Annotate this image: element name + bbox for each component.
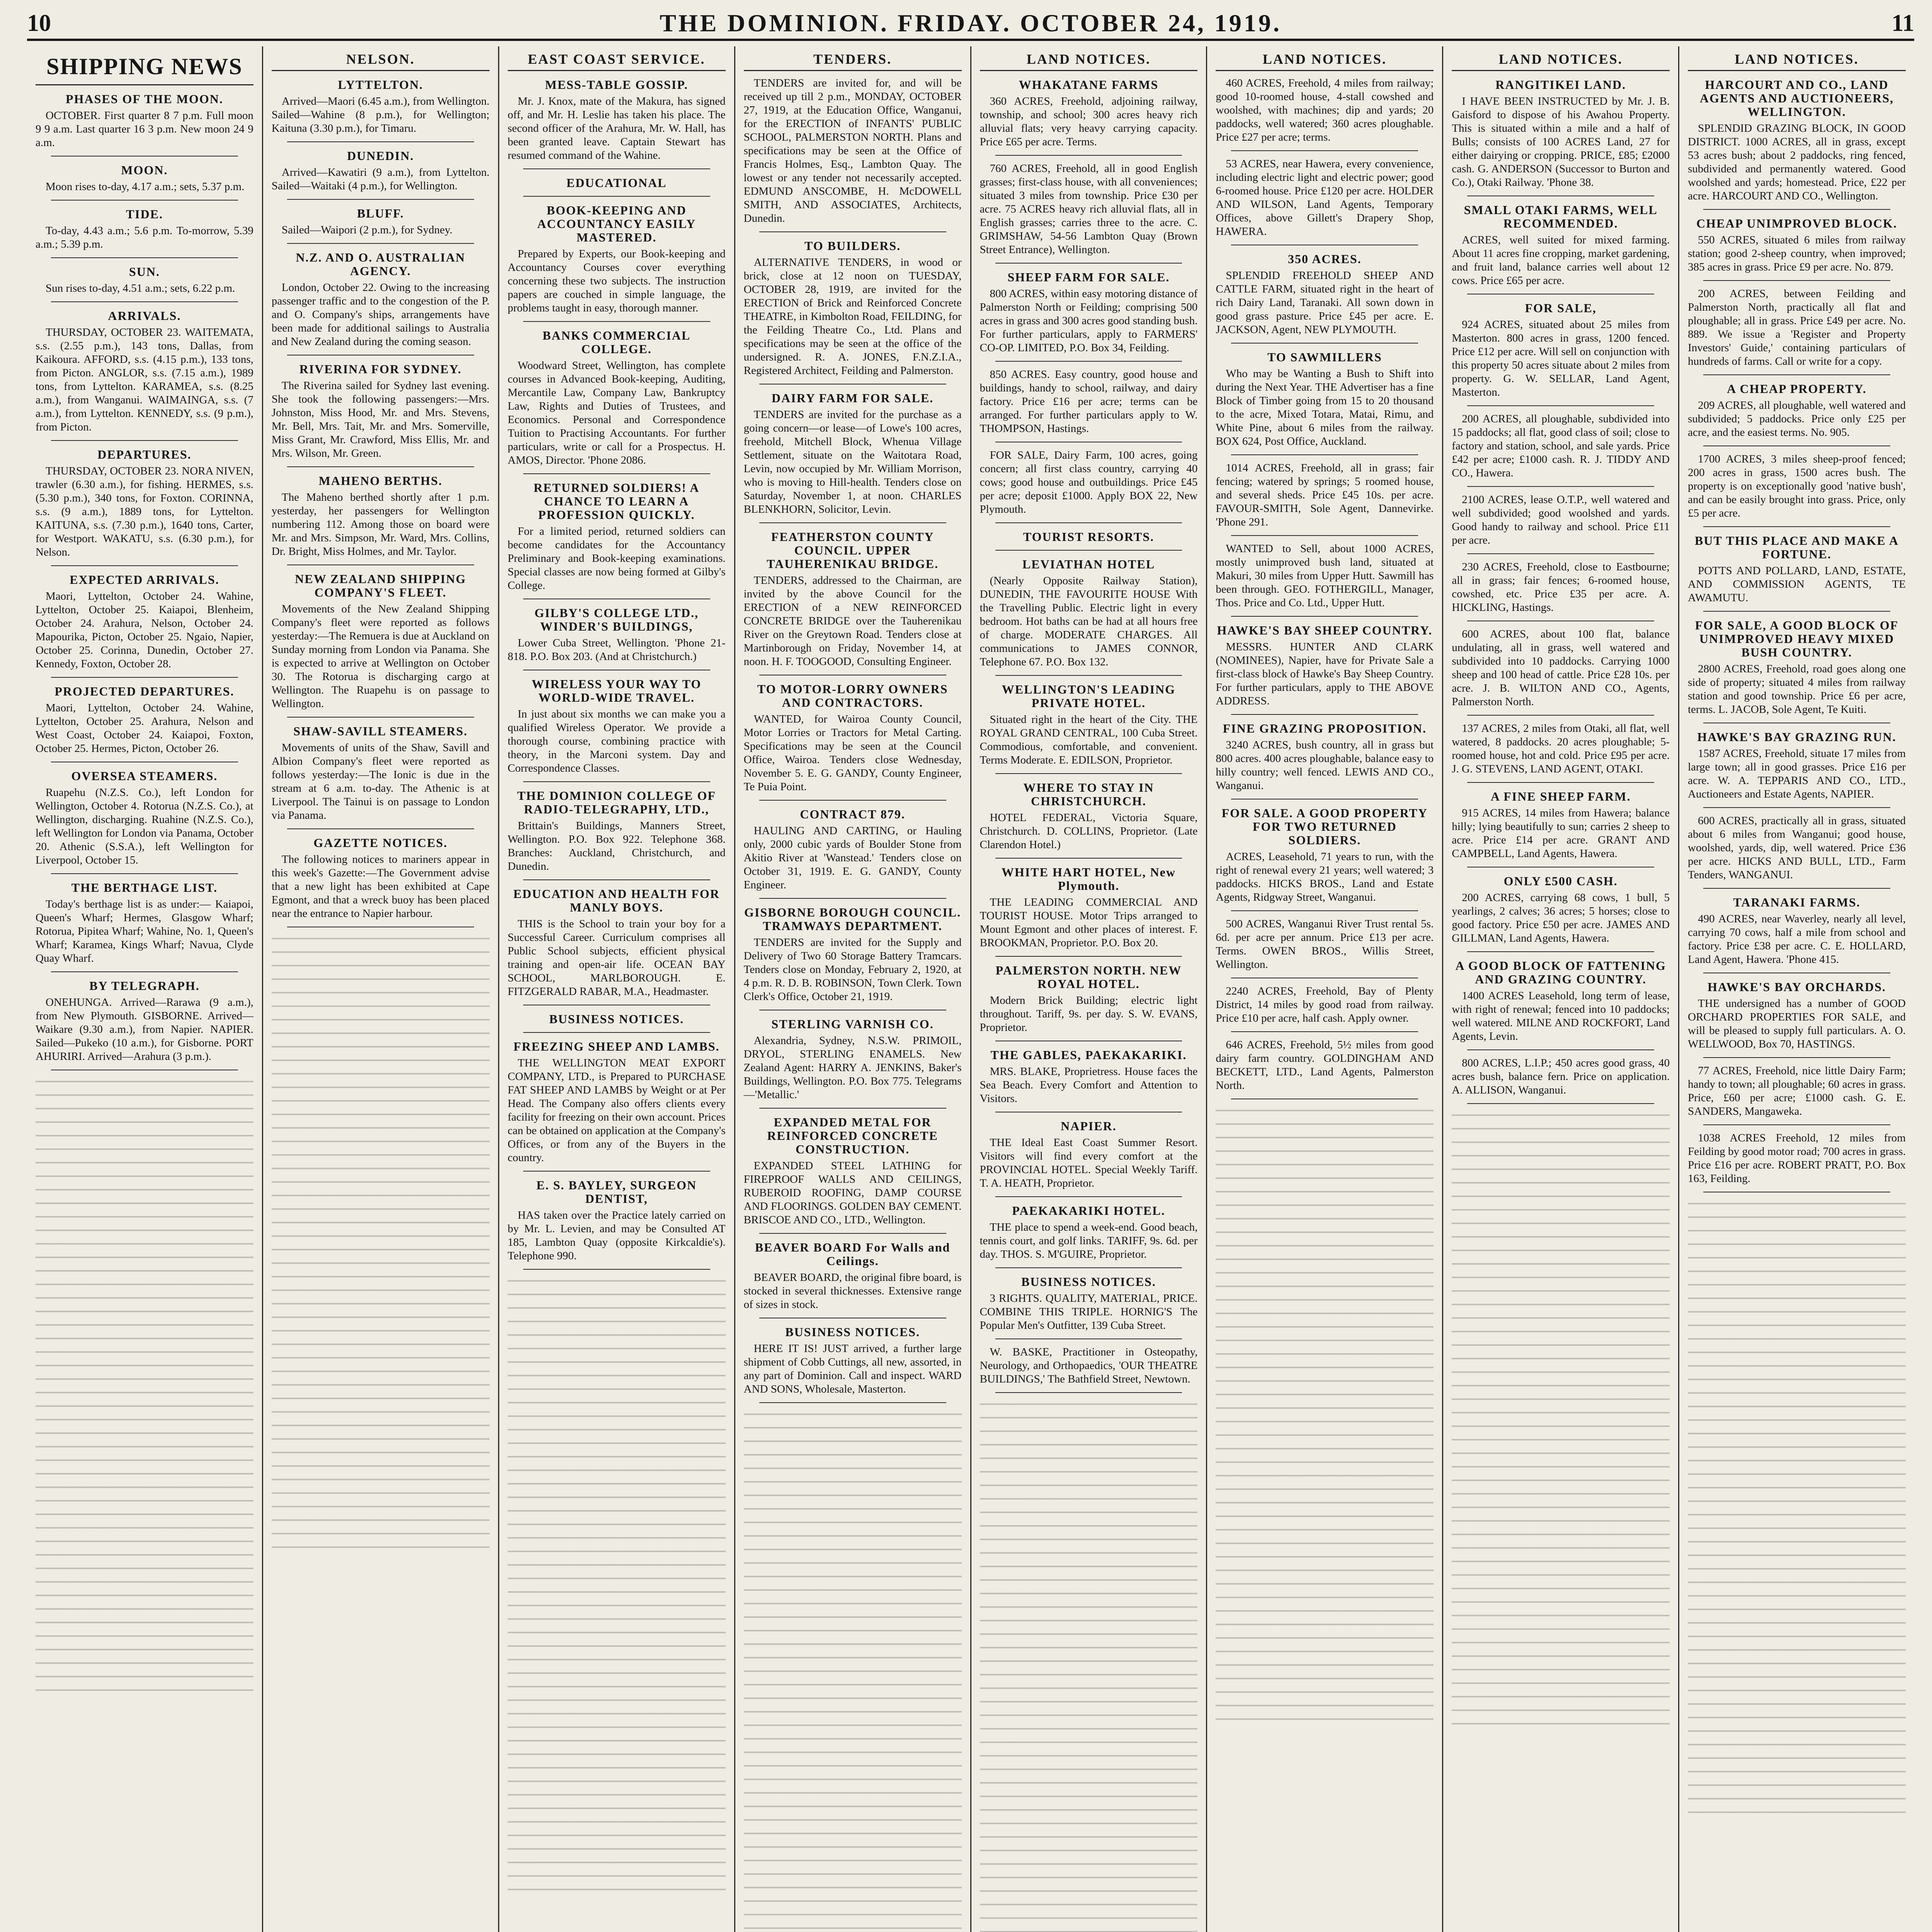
divider <box>1231 1031 1418 1032</box>
article-text: The following notices to mariners appear in this week's Gazette:—The Government advise that a new light has been exhibited at Cape Egmont, and that a wreck buoy has been placed near the entrance to Napier harbour. <box>271 853 490 920</box>
section-heading: A GOOD BLOCK OF FATTENING AND GRAZING COUNTRY. <box>1455 959 1666 986</box>
article-text: 924 ACRES, situated about 25 miles from Masterton. 800 acres in grass, 1200 fenced. Price £12 per acre. Will sell on conjunction with this property 50 acres situate about 2 miles from property. G. W. SELLAR, Land Agent, Masterton. <box>1452 318 1670 398</box>
section-heading: FINE GRAZING PROPOSITION. <box>1223 721 1427 735</box>
divider <box>995 522 1182 523</box>
article-text: 600 ACRES, practically all in grass, situated about 6 miles from Wanganui; good house, woolshed, yards, dip, well watered. Price £36 per acre. HICKS AND BULL, LTD., Farm Tenders, WANGANUI. <box>1688 815 1906 881</box>
divider <box>1467 553 1654 554</box>
article-text: BEAVER BOARD, the original fibre board, is stocked in several thicknesses. Extensive range of sizes in stock. <box>743 1271 962 1311</box>
section-heading: BUT THIS PLACE AND MAKE A FORTUNE. <box>1695 534 1899 561</box>
article-text: Movements of the New Zealand Shipping Company's fleet were reported as follows yesterday:—The Remuera is due at Auckland on Sunday morning from London via Panama. She is expected to arrive at Wellington on October 30. The Rotorua is discharging cargo at Wellington. The Ruapehu is on passage to Wellington. <box>271 603 490 710</box>
column-2 <box>262 46 498 1932</box>
article-text: THURSDAY, OCTOBER 23. NORA NIVEN, trawler (6.30 a.m.), for fishing. HERMES, s.s. (5.30 p.m.), 340 tons, for Foxton. CORINNA, s.s. (9 a.m.), 1889 tons, for Lyttelton. KAITUNA, s.s. (7.30 p.m.), 1640 tons, Carter, for Westport. WAKATU, s.s. (6.30 p.m.), for Nelson. <box>36 465 253 558</box>
divider <box>1231 535 1418 536</box>
divider <box>1467 1049 1654 1050</box>
divider <box>1703 807 1890 808</box>
dense-print-texture <box>980 1399 1198 1932</box>
section-heading: ARRIVALS. <box>108 309 181 323</box>
article-text: TENDERS are invited for the Supply and Delivery of Two 60 Storage Battery Tramcars. Tenders close on Monday, February 2, 1920, at 4 p.m. R. D. B. ROBINSON, Town Clerk. Town Clerk's Office, October 21, 1919. <box>743 936 962 1003</box>
article-text: THE LEADING COMMERCIAL AND TOURIST HOUSE. Motor Trips arranged to Mount Egmont and other places of interest. F. BROOKMAN, Proprietor. P.O. Box 20. <box>980 896 1198 949</box>
section-heading: PAEKAKARIKI HOTEL. <box>1012 1204 1165 1218</box>
section-heading: MOON. <box>121 163 168 177</box>
article-text: 200 ACRES, all ploughable, subdivided into 15 paddocks; all flat, good class of soil; close to factory and station, school, and sale yards. Price £42 per acre; £1000 cash. R. J. TIDDY AND CO., Hawera. <box>1452 413 1670 479</box>
article-text: TENDERS are invited for the purchase as a going concern—or lease—of Lowe's 100 acres, freehold, Mitchell Block, Whenua Village Settlement, situate on the Waitotara Road, Levin, now occupied by Mr. William Morrison, who is moving to Hill-health. Tenders close on Saturday, November 1, at noon. CHARLES BLENKHORN, Solicitor, Levin. <box>743 408 962 515</box>
divider <box>995 361 1182 362</box>
section-heading: BLUFF. <box>357 206 404 220</box>
article-text: 3 RIGHTS. QUALITY, MATERIAL, PRICE. COMBINE THIS TRIPLE. HORNIG'S The Popular Men's Outfitter, 139 Cuba Street. <box>980 1292 1198 1332</box>
divider <box>1467 405 1654 406</box>
divider <box>1231 714 1418 715</box>
section-heading: TO MOTOR-LORRY OWNERS AND CONTRACTORS. <box>757 682 948 709</box>
article-text: THE place to spend a week-end. Good beach, tennis court, and golf links. TARIFF, 9s. 6d. per day. THOS. S. M'GUIRE, Proprietor. <box>980 1221 1198 1260</box>
section-heading: BY TELEGRAPH. <box>89 979 200 993</box>
article-text: 760 ACRES, Freehold, all in good English grasses; first-class house, with all conveniences; situated 3 miles from township. Price £30 per acre. 75 ACRES heavy rich alluvial flats, all in English grasses; carries three to the acre. C. GRIMSHAW, 54-56 Lambton Quay (Brown Street Entrance), Wellington. <box>980 162 1198 256</box>
article-text: For a limited period, returned soldiers can become candidates for the Accountancy Preliminary and Book-keeping examinations. Special classes are now being formed at Gilby's College. <box>507 525 726 592</box>
section-heading: WELLINGTON'S LEADING PRIVATE HOTEL. <box>1002 682 1176 710</box>
section-heading: EDUCATIONAL <box>566 176 667 190</box>
column-heading: LAND NOTICES. <box>1688 50 1906 71</box>
article-text: OCTOBER. First quarter 8 7 p.m. Full moon 9 9 a.m. Last quarter 16 3 p.m. New moon 24 9 a.m. <box>36 109 253 149</box>
article-text: THE WELLINGTON MEAT EXPORT COMPANY, LTD., is Prepared to PURCHASE FAT SHEEP AND LAMBS by Weight or at Per Head. The Company also offers clients every facility for freezing on their own account. Prices can be obtained on application at the Company's Offices, or from any of the Buyers in the country. <box>507 1057 726 1164</box>
article-text: 360 ACRES, Freehold, adjoining railway, township, and school; 300 acres heavy rich alluvial flats; very heavy carrying capacity. Price £65 per acre. Terms. <box>980 95 1198 148</box>
section-heading: WHERE TO STAY IN CHRISTCHURCH. <box>1023 781 1154 808</box>
section-heading: N.Z. AND O. AUSTRALIAN AGENCY. <box>296 250 466 278</box>
article-text: Movements of units of the Shaw, Savill and Albion Company's fleet were reported as follows yesterday:—The Ionic is due in the stream at 6 a.m. to-day. The Athenic is at Liverpool. The Tainui is on passage to London via Panama. <box>271 742 490 821</box>
article-text: 1700 ACRES, 3 miles sheep-proof fenced; 200 acres in grass, 1500 acres bush. The property is on exceptionally good 'native bush', and can be easily brought into grass. Price, only £5 per acre. <box>1688 453 1906 519</box>
section-heading: BUSINESS NOTICES. <box>1021 1275 1156 1289</box>
article-text: HAULING AND CARTING, or Hauling only, 2000 cubic yards of Boulder Stone from Akitio River at 'Wanstead.' Tenders close on October 31, 1919. E. G. GANDY, County Engineer. <box>743 825 962 891</box>
section-heading: RIVERINA FOR SYDNEY. <box>299 362 462 376</box>
section-heading: E. S. BAYLEY, SURGEON DENTIST, <box>536 1178 697 1206</box>
divider <box>523 879 710 880</box>
section-heading: THE BERTHAGE LIST. <box>71 881 218 895</box>
article-text: Moon rises to-day, 4.17 a.m.; sets, 5.37 p.m. <box>46 180 245 193</box>
divider <box>1231 343 1418 344</box>
section-heading: WIRELESS YOUR WAY TO WORLD-WIDE TRAVEL. <box>532 677 702 704</box>
article-text: 137 ACRES, 2 miles from Otaki, all flat, well watered, 8 paddocks. 20 acres ploughable; 5-roomed house, hot and cold. Price £95 per acre. J. G. STEVENS, LAND AGENT, OTAKI. <box>1452 722 1670 775</box>
divider <box>51 565 238 566</box>
divider <box>1467 951 1654 952</box>
divider <box>1703 526 1890 527</box>
section-heading: WHITE HART HOTEL, New Plymouth. <box>1001 865 1176 893</box>
article-text: MESSRS. HUNTER AND CLARK (NOMINEES), Napier, have for Private Sale a first-class block of Hawke's Bay Sheep Country. For further particulars, apply to THE ABOVE ADDRESS. <box>1216 641 1434 707</box>
article-text: SPLENDID FREEHOLD SHEEP AND CATTLE FARM, situated right in the heart of rich Dairy Land, Taranaki. All sown down in good grass pasture. Price £45 per acre. E. JACKSON, Agent, NEW PLYMOUTH. <box>1216 269 1434 336</box>
divider <box>759 800 946 801</box>
article-text: THIS is the School to train your boy for a Successful Career. Curriculum comprises all Public School subjects, efficient physical training and open-air life. OCEAN BAY SCHOOL, MARLBOROUGH. E. FITZGERALD RABAR, M.A., Headmaster. <box>507 918 726 998</box>
divider <box>1703 888 1890 889</box>
section-heading: DEPARTURES. <box>97 447 192 461</box>
divider <box>1703 611 1890 612</box>
columns <box>27 46 1914 1932</box>
divider <box>523 196 710 197</box>
section-heading: BOOK-KEEPING AND ACCOUNTANCY EASILY MASTERED. <box>537 203 696 244</box>
dense-print-texture <box>1452 1110 1670 1728</box>
divider <box>523 781 710 782</box>
dense-print-texture <box>36 1077 253 1695</box>
divider <box>1231 454 1418 455</box>
article-text: TENDERS are invited for, and will be received up till 2 p.m., MONDAY, OCTOBER 27, 1919, at the Education Office, Wanganui, for the ERECTION of INFANTS' PUBLIC SCHOOL, PALMERSTON NORTH. Plans and specifications may be seen at the Office of Francis Holmes, Esq., Lambton Quay. The lowest or any tender not necessarily accepted. EDMUND ANSCOMBE, H. McDOWELL SMITH, AND ASSOCIATES, Architects, Dunedin. <box>743 77 962 224</box>
article-text: 600 ACRES, about 100 flat, balance undulating, all in grass, well watered and subdivided into 10 paddocks. Carrying 1000 sheep and 100 head of cattle. Price £28 10s. per acre. J. B. WILTON AND CO., Agents, Palmerston North. <box>1452 628 1670 708</box>
divider <box>759 1233 946 1234</box>
column-5 <box>970 46 1206 1932</box>
section-heading: WHAKATANE FARMS <box>1019 78 1159 92</box>
divider <box>1467 715 1654 716</box>
section-heading: PALMERSTON NORTH. NEW ROYAL HOTEL. <box>995 963 1182 991</box>
dense-print-texture <box>508 1276 726 1894</box>
article-text: 1400 ACRES Leasehold, long term of lease, with right of renewal; fenced into 10 paddocks; well watered. MILNE AND ROCKFORT, Land Agents, Levin. <box>1452 990 1670 1043</box>
section-heading: FOR SALE. A GOOD PROPERTY FOR TWO RETURNED SOLDIERS. <box>1221 806 1428 847</box>
column-heading: EAST COAST SERVICE. <box>508 50 726 71</box>
article-text: 3240 ACRES, bush country, all in grass but 800 acres. 400 acres ploughable, balance easy to hilly country; well fenced. LEWIS AND CO., Wanganui. <box>1216 739 1434 792</box>
divider <box>287 243 474 244</box>
article-text: Sailed—Waipori (2 p.m.), for Sydney. <box>281 224 452 236</box>
dense-print-texture <box>1216 1105 1434 1724</box>
section-heading: 350 ACRES. <box>1287 252 1362 266</box>
section-heading: TO BUILDERS. <box>804 239 901 253</box>
article-text: 646 ACRES, Freehold, 5½ miles from good dairy farm country. GOLDINGHAM AND BECKETT, LTD., Land Agents, Palmerston North. <box>1216 1039 1434 1092</box>
article-text: 500 ACRES, Wanganui River Trust rental 5s. 6d. per acre per annum. Price £13 per acre. Terms. OWEN BROS., Willis Street, Wellington. <box>1216 918 1434 971</box>
divider <box>287 828 474 829</box>
article-text: To-day, 4.43 a.m.; 5.6 p.m. To-morrow, 5.39 a.m.; 5.39 p.m. <box>36 224 253 250</box>
article-text: MRS. BLAKE, Proprietress. House faces the Sea Beach. Every Comfort and Attention to Visitors. <box>980 1065 1198 1105</box>
divider <box>1703 1057 1890 1058</box>
column-3 <box>498 46 734 1932</box>
section-heading: SHAW-SAVILL STEAMERS. <box>293 724 468 738</box>
divider <box>287 199 474 200</box>
divider <box>759 231 946 232</box>
article-text: ALTERNATIVE TENDERS, in wood or brick, close at 12 noon on TUESDAY, OCTOBER 28, 1919, are invited for the ERECTION of Brick and Reinforced Concrete THEATRE, in Kimbolton Road, FEILDING, for the Feilding Theatre Co., Ltd. Plans and specifications may be seen at the office of the undersigned. R. A. JONES, F.N.Z.I.A., Registered Architect, Feilding and Palmerston. <box>743 256 962 377</box>
newspaper-title: THE DOMINION. FRIDAY. OCTOBER 24, 1919. <box>660 9 1282 37</box>
article-text: Arrived—Maori (6.45 a.m.), from Wellington. Sailed—Wahine (8 p.m.), for Wellington; Kaituna (3.30 p.m.), for Timaru. <box>271 95 490 134</box>
divider <box>1231 910 1418 911</box>
article-text: TENDERS, addressed to the Chairman, are invited by the above Council for the ERECTION of a NEW REINFORCED CONCRETE BRIDGE over the Tauherenikau River on the Greytown Road. Tenders close at Martinborough on Friday, November 14, at noon. H. F. TOOGOOD, Consulting Engineer. <box>743 574 962 668</box>
divider <box>759 1402 946 1403</box>
column-heading: LAND NOTICES. <box>980 50 1198 71</box>
section-heading: HARCOURT AND CO., LAND AGENTS AND AUCTIONEERS, WELLINGTON. <box>1700 78 1894 119</box>
section-heading: PHASES OF THE MOON. <box>66 92 223 106</box>
section-heading: EXPECTED ARRIVALS. <box>70 573 219 587</box>
section-heading: A FINE SHEEP FARM. <box>1490 789 1631 803</box>
section-heading: EDUCATION AND HEALTH FOR MANLY BOYS. <box>513 887 720 914</box>
article-text: Brittain's Buildings, Manners Street, Wellington. P.O. Box 922. Telephone 368. Branches: Auckland, Christchurch, and Dunedin. <box>507 820 726 872</box>
article-text: W. BASKE, Practitioner in Osteopathy, Neurology, and Orthopaedics, 'OUR THEATRE BUILDINGS,' The Bathfield Street, Newtown. <box>980 1346 1198 1385</box>
article-text: 460 ACRES, Freehold, 4 miles from railway; good 10-roomed house, 4-stall cowshed and woolshed, with machines; dip and yards; 20 paddocks, well watered; 360 acres ploughable. Price £27 per acre; terms. <box>1216 77 1434 143</box>
divider <box>51 677 238 678</box>
article-text: 1587 ACRES, Freehold, situate 17 miles from large town; all in good grasses. Price £16 per acre. W. A. TEPPARIS AND CO., LTD., Auctioneers and Estate Agents, NAPIER. <box>1688 747 1906 800</box>
divider <box>1703 1124 1890 1125</box>
section-heading: TIDE. <box>126 207 163 221</box>
article-text: ACRES, Leasehold, 71 years to run, with the right of renewal every 21 years; well watered; 3 paddocks. HICKS BROS., Land and Estate Agents, Ridgway Street, Wanganui. <box>1216 850 1434 903</box>
section-heading: FOR SALE, A GOOD BLOCK OF UNIMPROVED HEAVY MIXED BUSH COUNTRY. <box>1695 618 1899 659</box>
section-heading: HAWKE'S BAY ORCHARDS. <box>1708 980 1886 994</box>
article-text: Today's berthage list is as under:— Kaiapoi, Queen's Wharf; Hermes, Glasgow Wharf; Rotorua, Pipitea Wharf; Wahine, No. 1, Queen's Wharf; Karamea, Kings Wharf; Navua, Clyde Quay Wharf. <box>36 898 253 964</box>
article-text: 550 ACRES, situated 6 miles from railway station; good 2-sheep country, when improved; 385 acres in grass. Price £9 per acre. No. 879. <box>1688 234 1906 273</box>
section-heading: MAHENO BERTHS. <box>318 474 442 488</box>
dense-print-texture <box>272 934 490 1552</box>
dense-print-texture <box>744 1409 962 1932</box>
divider <box>523 321 710 322</box>
divider <box>759 898 946 899</box>
divider <box>523 168 710 169</box>
divider <box>995 1392 1182 1393</box>
article-text: In just about six months we can make you a qualified Wireless Operator. We provide a thorough course, combining practice with theory, in the Marconi system. Day and Correspondence Classes. <box>507 708 726 774</box>
section-heading: THE GABLES, PAEKAKARIKI. <box>990 1048 1187 1062</box>
article-text: 2100 ACRES, lease O.T.P., well watered and well subdivided; good woolshed and yards. Good handy to railway and school. Price £11 per acre. <box>1452 493 1670 546</box>
divider <box>1703 374 1890 375</box>
article-text: Mr. J. Knox, mate of the Makura, has signed off, and Mr. H. Leslie has taken his place. The second officer of the Arahura, Mr. W. Hall, has been granted leave. Captain Stewart has resumed command of the Wahine. <box>507 95 726 162</box>
column-4 <box>734 46 970 1932</box>
article-text: 850 ACRES. Easy country, good house and buildings, handy to school, railway, and dairy factory. Price £16 per acre; terms can be arranged. For further particulars apply to W. THOMPSON, Hastings. <box>980 368 1198 435</box>
divider <box>1467 1103 1654 1104</box>
article-text: EXPANDED STEEL LATHING for FIREPROOF WALLS AND CEILINGS, RUBEROID ROOFING, DAMP COURSE AND FLOORINGS. GOLDEN BAY CEMENT. BRISCOE AND CO., LTD., Wellington. <box>743 1160 962 1226</box>
article-text: Maori, Lyttelton, October 24. Wahine, Lyttelton, October 25. Arahura, Nelson and West Coast, October 24. Kaiapoi, Foxton, October 25. Hermes, Picton, October 26. <box>36 702 253 755</box>
section-heading: GILBY'S COLLEGE LTD., WINDER'S BUILDINGS, <box>534 606 699 633</box>
article-text: THE Ideal East Coast Summer Resort. Visitors will find every comfort at the PROVINCIAL HOTEL. Special Weekly Tariff. T. A. HEATH, Proprietor. <box>980 1136 1198 1189</box>
section-heading: OVERSEA STEAMERS. <box>71 769 218 783</box>
article-text: 209 ACRES, all ploughable, well watered and subdivided; 5 paddocks. Price only £25 per acre, and the easiest terms. No. 905. <box>1688 399 1906 439</box>
article-text: 1014 ACRES, Freehold, all in grass; fair fencing; watered by springs; 5 roomed house, and several sheds. Price £45 10s. per acre. FAVOUR-SMITH, Sole Agent, Dannevirke. 'Phone 291. <box>1216 462 1434 528</box>
divider <box>287 141 474 142</box>
column-heading: LAND NOTICES. <box>1452 50 1670 71</box>
article-text: 800 ACRES, L.I.P.; 450 acres good grass, 40 acres bush, balance fern. Price on application. A. ALLISON, Wanganui. <box>1452 1057 1670 1096</box>
section-heading: EXPANDED METAL FOR REINFORCED CONCRETE CONSTRUCTION. <box>767 1115 938 1156</box>
column-8 <box>1678 46 1914 1932</box>
column-1 <box>27 46 262 1932</box>
divider <box>51 301 238 302</box>
section-heading: GISBORNE BOROUGH COUNCIL. TRAMWAYS DEPARTMENT. <box>744 905 961 933</box>
divider <box>51 971 238 972</box>
article-text: WANTED to Sell, about 1000 ACRES, mostly unimproved bush land, situated at Makuri, 30 miles from Upper Hutt. Sawmill has been through. GEO. FOTHERGILL, Manager, Thos. Price and Co. Ltd., Upper Hutt. <box>1216 543 1434 609</box>
article-text: Ruapehu (N.Z.S. Co.), left London for Wellington, October 4. Rotorua (N.Z.S. Co.), at Wellington, discharging. Ruahine (N.Z.S. Co.), left Wellington for London via Panama, October 20. Athenic (S.S.A.), left Wellington for Liverpool, October 15. <box>36 786 253 866</box>
section-heading: FEATHERSTON COUNTY COUNCIL. UPPER TAUHERENIKAU BRIDGE. <box>767 530 939 571</box>
section-heading: TOURIST RESORTS. <box>1023 530 1155 544</box>
section-heading: RANGITIKEI LAND. <box>1495 78 1626 92</box>
section-heading: BEAVER BOARD For Walls and Ceilings. <box>755 1240 951 1268</box>
article-text: Sun rises to-day, 4.51 a.m.; sets, 6.22 p.m. <box>46 282 235 294</box>
section-heading: SUN. <box>129 265 160 279</box>
divider <box>523 1171 710 1172</box>
section-heading: DUNEDIN. <box>347 149 414 163</box>
article-text: 77 ACRES, Freehold, nice little Dairy Farm; handy to town; all ploughable; 60 acres in grass. Price, £60 per acre; £1000 cash. G. E. SANDERS, Mangaweka. <box>1688 1065 1906 1117</box>
article-text: 2800 ACRES, Freehold, road goes along one side of property; situated 4 miles from railway station and good township. Price £6 per acre, terms. L. JACOB, Sole Agent, Te Kuiti. <box>1688 663 1906 716</box>
masthead <box>27 8 1914 41</box>
divider <box>1231 150 1418 151</box>
divider <box>523 473 710 474</box>
article-text: Prepared by Experts, our Book-keeping and Accountancy Courses cover everything concerning these two subjects. The instruction papers are couched in simple language, the problems taught in easy, thorough manner. <box>507 248 726 314</box>
article-text: HAS taken over the Practice lately carried on by Mr. L. Levien, and may be Consulted AT 185, Lambton Quay (opposite Kirkcaldie's). Telephone 990. <box>507 1209 726 1262</box>
divider <box>759 522 946 523</box>
column-heading: NELSON. <box>272 50 490 71</box>
divider <box>759 1108 946 1109</box>
section-heading: CONTRACT 879. <box>800 807 905 821</box>
divider <box>1467 486 1654 487</box>
article-text: The Riverina sailed for Sydney last evening. She took the following passengers:—Mrs. Johnston, Miss Hood, Mr. and Mrs. Stevens, Mr. Bell, Mrs. Tait, Mr. and Mrs. Somerville, Miss Grant, Mr. Crawford, Miss Ellis, Mr. and Mrs. Wilson, Mr. Green. <box>271 379 490 459</box>
divider <box>51 440 238 441</box>
section-heading: STERLING VARNISH CO. <box>771 1017 934 1031</box>
article-text: HOTEL FEDERAL, Victoria Square, Christchurch. D. COLLINS, Proprietor. (Late Clarendon Hotel.) <box>980 811 1198 851</box>
section-heading: ONLY £500 CASH. <box>1503 874 1618 888</box>
article-text: 2240 ACRES, Freehold, Bay of Plenty District, 14 miles by good road from railway. Price £10 per acre, half cash. Apply owner. <box>1216 985 1434 1024</box>
divider <box>995 956 1182 957</box>
section-heading: BUSINESS NOTICES. <box>549 1012 684 1026</box>
article-text: 490 ACRES, near Waverley, nearly all level, carrying 70 cows, half a mile from school and factory. Price £38 per acre. C. E. HOLLARD, Land Agent, Hawera. 'Phone 415. <box>1688 913 1906 966</box>
article-text: THURSDAY, OCTOBER 23. WAITEMATA, s.s. (2.55 p.m.), 143 tons, Dallas, from Kaikoura. AFFORD, s.s. (4.15 p.m.), 133 tons, from Picton. ANGLOR, s.s. (7.15 a.m.), 1989 tons, from Lyttelton. KARAMEA, s.s. (8.25 a.m.), from Wanganui. WAIMAINGA, s.s. (7 a.m.), from Lyttelton. KENNEDY, s.s. (9 p.m.), from Picton. <box>36 326 253 433</box>
article-text: The Maheno berthed shortly after 1 p.m. yesterday, her passengers for Wellington numbering 112. Among those on board were Mr. and Mrs. Simpson, Mr. Ward, Mrs. Collins, Dr. Bright, Miss Holmes, and Mr. Taylor. <box>271 491 490 558</box>
article-text: WANTED, for Wairoa County Council, Motor Lorries or Tractors for Metal Carting. Specifications may be seen at the Council Office, Wairoa. Tenders close Wednesday, November 5. E. G. GANDY, County Engineer, Te Puia Point. <box>743 713 962 793</box>
divider <box>51 873 238 874</box>
section-heading: LYTTELTON. <box>338 78 423 92</box>
article-text: POTTS AND POLLARD, LAND, ESTATE, AND COMMISSION AGENTS, TE AWAMUTU. <box>1688 565 1906 604</box>
article-text: Alexandria, Sydney, N.S.W. PRIMOIL, DRYOL, STERLING ENAMELS. New Zealand Agent: HARRY A. JENKINS, Baker's Buildings, Wellington. P.O. Box 775. Telegrams—'Metallic.' <box>743 1034 962 1101</box>
divider <box>995 1196 1182 1197</box>
article-text: ONEHUNGA. Arrived—Rarawa (9 a.m.), from New Plymouth. GISBORNE. Arrived—Waikare (9.30 a.m.), from Napier. NAPIER. Sailed—Pukeko (10 a.m.), for Gisborne. PORT AHURIRI. Arrived—Arahura (3 p.m.). <box>36 996 253 1063</box>
article-text: ACRES, well suited for mixed farming. About 11 acres fine cropping, market gardening, and fruit land, balance carries well about 12 cows. Price £65 per acre. <box>1452 234 1670 287</box>
column-6 <box>1206 46 1442 1932</box>
article-text: HERE IT IS! JUST arrived, a further large shipment of Cobb Cuttings, all new, assorted, in any part of Dominion. Call and inspect. WARD AND SONS, Wholesale, Masterton. <box>743 1342 962 1395</box>
divider <box>51 200 238 201</box>
article-text: Modern Brick Building; electric light throughout. Tariff, 9s. per day. S. W. EVANS, Proprietor. <box>980 994 1198 1034</box>
section-heading: CHEAP UNIMPROVED BLOCK. <box>1696 216 1897 230</box>
divider <box>995 858 1182 859</box>
section-heading: MESS-TABLE GOSSIP. <box>545 78 688 92</box>
column-heading: TENDERS. <box>744 50 962 71</box>
section-heading: NEW ZEALAND SHIPPING COMPANY'S FLEET. <box>295 572 466 599</box>
article-text: Arrived—Kawatiri (9 a.m.), from Lyttelton. Sailed—Waitaki (4 p.m.), for Wellington. <box>271 166 490 192</box>
article-text: 1038 ACRES Freehold, 12 miles from Feilding by good motor road; 700 acres in grass. Price £16 per acre. ROBERT PRATT, P.O. Box 163, Feilding. <box>1688 1132 1906 1185</box>
article-text: Lower Cuba Street, Wellington. 'Phone 21-818. P.O. Box 203. (And at Christchurch.) <box>507 637 726 663</box>
section-heading: GAZETTE NOTICES. <box>313 836 448 850</box>
section-heading: SHEEP FARM FOR SALE. <box>1007 270 1170 284</box>
article-text: Maori, Lyttelton, October 24. Wahine, Lyttelton, October 25. Kaiapoi, Blenheim, October 24. Arahura, Nelson, October 24. Mapourika, Picton, October 25. Ngaio, Napier, October 25. Corinna, Dunedin, October 27. Kennedy, Foxton, October 28. <box>36 590 253 670</box>
divider <box>1703 209 1890 210</box>
section-heading: SMALL OTAKI FARMS, WELL RECOMMENDED. <box>1464 203 1658 230</box>
section-heading: TO SAWMILLERS <box>1267 350 1382 364</box>
article-text: I HAVE BEEN INSTRUCTED by Mr. J. B. Gaisford to dispose of his Awahou Property. This is situated within a mile and a half of Bulls; consists of 100 ACRES Land, 27 for either dairying or cropping. PRICE, £85; £2000 cash. G. ANDERSON (Successor to Burton and Co.), Otaki Railway. 'Phone 38. <box>1452 95 1670 189</box>
section-heading: HAWKE'S BAY GRAZING RUN. <box>1697 730 1896 744</box>
divider <box>287 466 474 467</box>
column-7 <box>1442 46 1678 1932</box>
article-text: 230 ACRES, Freehold, close to Eastbourne; all in grass; fair fences; 6-roomed house, cowshed, etc. Price £35 per acre. A. HICKLING, Hastings. <box>1452 561 1670 614</box>
section-heading: LEVIATHAN HOTEL <box>1022 557 1155 571</box>
divider <box>995 1267 1182 1268</box>
section-heading: FREEZING SHEEP AND LAMBS. <box>513 1039 720 1053</box>
page-number-right: 11 <box>1891 10 1914 36</box>
section-heading: BANKS COMMERCIAL COLLEGE. <box>543 328 691 356</box>
divider <box>995 155 1182 156</box>
section-heading: PROJECTED DEPARTURES. <box>54 684 235 698</box>
section-heading: NAPIER. <box>1061 1119 1117 1133</box>
divider <box>287 717 474 718</box>
article-text: London, October 22. Owing to the increasing passenger traffic and to the congestion of the P. and O. Company's ships, arrangements have been made for additional sailings to Australia and New Zealand during the coming season. <box>271 281 490 348</box>
article-text: 200 ACRES, carrying 68 cows, 1 bull, 5 yearlings, 2 calves; 36 acres; 5 horses; close to good factory. Price £50 per acre. JAMES AND GILLMAN, Land Agents, Hawera. <box>1452 891 1670 944</box>
column-heading: SHIPPING NEWS <box>36 50 253 85</box>
page-number-left: 10 <box>27 10 51 36</box>
divider <box>1703 280 1890 281</box>
article-text: (Nearly Opposite Railway Station), DUNEDIN, THE FAVOURITE HOUSE With the Travelling Public. Electric light in every bedroom. Hot baths can be had at all hours free of charge. MODERATE CHARGES. All communications to JAMES CONNOR, Telephone 67. P.O. Box 132. <box>980 575 1198 668</box>
column-heading: LAND NOTICES. <box>1216 50 1434 71</box>
divider <box>995 263 1182 264</box>
divider <box>995 675 1182 676</box>
divider <box>995 1338 1182 1339</box>
article-text: 200 ACRES, between Feilding and Palmerston North, practically all flat and ploughable; all in grass. Price £49 per acre. No. 889. We issue a 'Register and Property Investors' Guide,' containing particulars of hundreds of farms. Call or write for a copy. <box>1688 287 1906 367</box>
section-heading: THE DOMINION COLLEGE OF RADIO-TELEGRAPHY, LTD., <box>517 789 716 816</box>
section-heading: FOR SALE, <box>1525 301 1597 315</box>
divider <box>523 1269 710 1270</box>
section-heading: BUSINESS NOTICES. <box>785 1325 920 1339</box>
divider <box>1467 782 1654 783</box>
section-heading: RETURNED SOLDIERS! A CHANCE TO LEARN A PROFESSION QUICKLY. <box>533 481 700 522</box>
section-heading: TARANAKI FARMS. <box>1733 895 1861 909</box>
section-heading: A CHEAP PROPERTY. <box>1727 382 1867 396</box>
article-text: 53 ACRES, near Hawera, every convenience, including electric light and electric power; good 6-roomed house. Price £120 per acre. HOLDER AND WILSON, Land Agents, Temporary Offices, above Gillett's Drapery Shop, HAWERA. <box>1216 158 1434 238</box>
divider <box>51 257 238 258</box>
divider <box>995 550 1182 551</box>
article-text: Situated right in the heart of the City. THE ROYAL GRAND CENTRAL, 100 Cuba Street. Commodious, comfortable, and convenient. Terms Moderate. E. EDILSON, Proprietor. <box>980 713 1198 766</box>
article-text: Who may be Wanting a Bush to Shift into during the Next Year. THE Advertiser has a fine Block of Timber going from 15 to 20 thousand to the acre, Mixed Totara, Matai, Rimu, and White Pine, about 6 miles from the railway. BOX 624, Post Office, Auckland. <box>1216 367 1434 447</box>
article-text: 800 ACRES, within easy motoring distance of Palmerston North or Feilding; comprising 500 acres in grass and 300 acres good standing bush. For further particulars, apply to FARMERS' CO-OP. LIMITED, P.O. Box 34, Feilding. <box>980 287 1198 354</box>
divider <box>995 773 1182 774</box>
dense-print-texture <box>1688 1199 1906 1817</box>
divider <box>523 1032 710 1033</box>
article-text: FOR SALE, Dairy Farm, 100 acres, going concern; all first class country, carrying 40 cows; good house and outbuildings. Price £45 per acre; deposit £1000. Apply BOX 22, New Plymouth. <box>980 449 1198 515</box>
section-heading: DAIRY FARM FOR SALE. <box>771 391 934 405</box>
article-text: Woodward Street, Wellington, has complete courses in Advanced Book-keeping, Auditing, Mercantile Law, Company Law, Bankruptcy Law, Rights and Duties of Trustees, and Economics. Personal and Correspondence Tuition to Practising Accountants. For further particulars, write or call for a Prospectus. H. AMOS, Director. 'Phone 2086. <box>507 359 726 466</box>
article-text: 915 ACRES, 14 miles from Hawera; balance hilly; lying beautifully to sun; carries 2 sheep to acre. Price £14 per acre. GRANT AND CAMPBELL, Land Agents, Hawera. <box>1452 807 1670 860</box>
article-text: SPLENDID GRAZING BLOCK, IN GOOD DISTRICT. 1000 ACRES, all in grass, except 53 acres bush; about 2 paddocks, ring fenced, subdivided and permanently watered. Good woolshed and yards; homestead. Price, £22 per acre. HARCOURT AND CO., Wellington. <box>1688 122 1906 202</box>
article-text: THE undersigned has a number of GOOD ORCHARD PROPERTIES FOR SALE, and will be pleased to supply full particulars. A. O. WELLWOOD, Box 70, HASTINGS. <box>1688 997 1906 1050</box>
divider <box>1231 616 1418 617</box>
section-heading: HAWKE'S BAY SHEEP COUNTRY. <box>1217 623 1433 637</box>
